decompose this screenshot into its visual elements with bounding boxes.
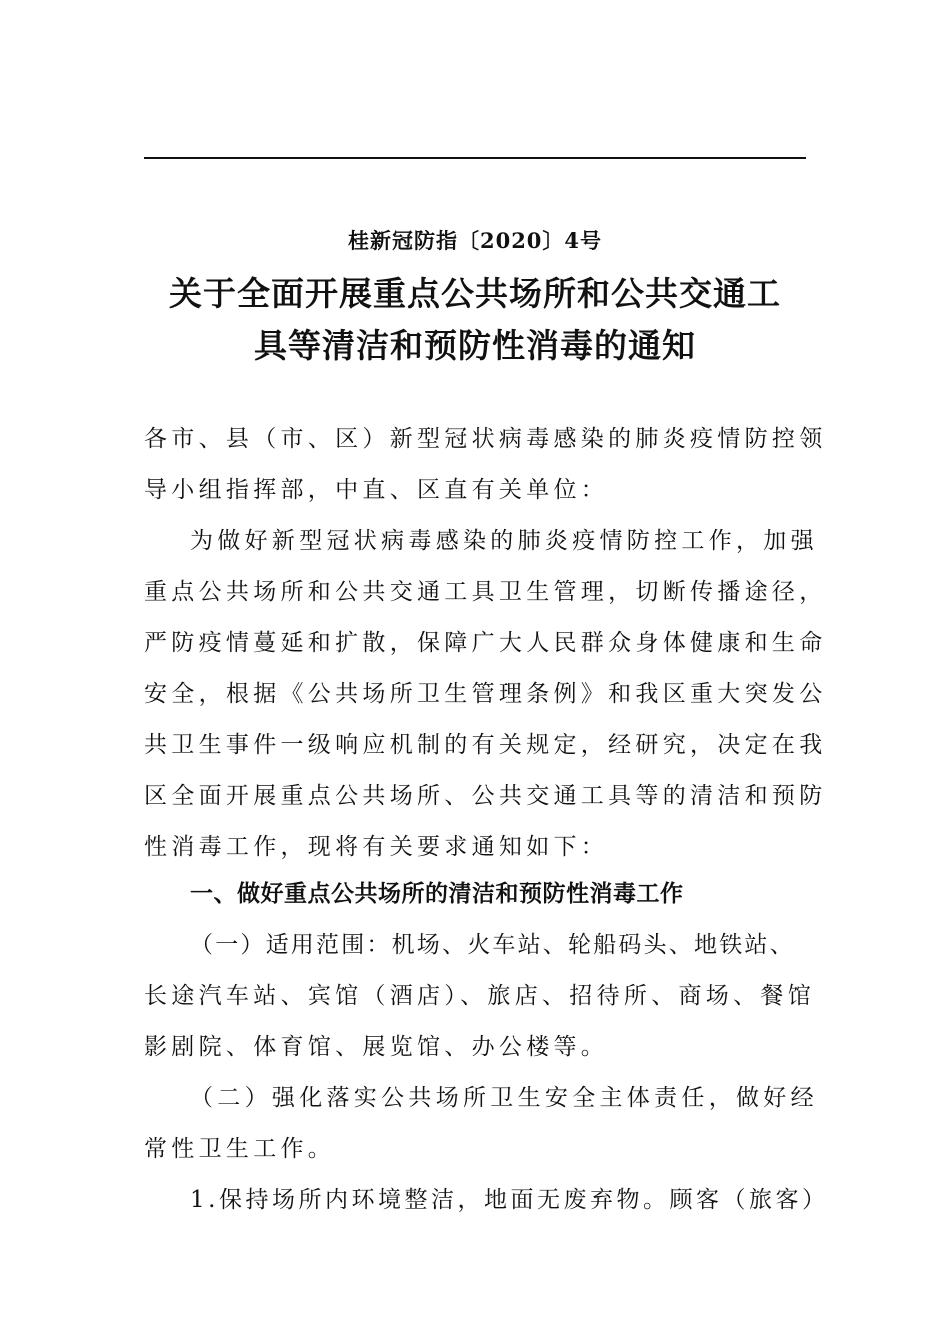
body-paragraph-line: 1.保持场所内环境整洁，地面无废弃物。顾客（旅客） (190, 1187, 829, 1213)
body-paragraph-line: 区全面开展重点公共场所、公共交通工具等的清洁和预防 (144, 783, 827, 809)
body-paragraph-line: 长途汽车站、宾馆（酒店）、旅店、招待所、商场、餐馆 (144, 983, 815, 1009)
body-paragraph-line: 影剧院、体育馆、展览馆、办公楼等。 (144, 1034, 609, 1060)
body-paragraph-line: 性消毒工作，现将有关要求通知如下： (144, 834, 609, 860)
section-heading: 一、做好重点公共场所的清洁和预防性消毒工作 (190, 881, 684, 907)
header-rule (144, 157, 806, 159)
body-paragraph-line: 安全，根据《公共场所卫生管理条例》和我区重大突发公 (144, 681, 827, 707)
body-paragraph-line: （一）适用范围：机场、火车站、轮船码头、地铁站、 (190, 932, 795, 958)
document-title-line: 关于全面开展重点公共场所和公共交通工 (169, 274, 781, 313)
body-paragraph-line: 重点公共场所和公共交通工具卫生管理，切断传播途径， (144, 579, 827, 605)
body-paragraph-line: 共卫生事件一级响应机制的有关规定，经研究，决定在我 (144, 732, 827, 758)
addressee-line: 导小组指挥部，中直、区直有关单位： (144, 477, 609, 503)
addressee-line: 各市、县（市、区）新型冠状病毒感染的肺炎疫情防控领 (144, 426, 827, 452)
document-title-line: 具等清洁和预防性消毒的通知 (254, 326, 696, 365)
body-paragraph-line: （二）强化落实公共场所卫生安全主体责任，做好经 (190, 1085, 818, 1111)
body-paragraph-line: 为做好新型冠状病毒感染的肺炎疫情防控工作，加强 (190, 528, 818, 554)
document-number: 桂新冠防指〔2020〕4号 (347, 228, 603, 253)
document-title (144, 268, 806, 372)
body-paragraph-line: 常性卫生工作。 (144, 1136, 336, 1162)
body-paragraph-line: 严防疫情蔓延和扩散，保障广大人民群众身体健康和生命 (144, 630, 827, 656)
